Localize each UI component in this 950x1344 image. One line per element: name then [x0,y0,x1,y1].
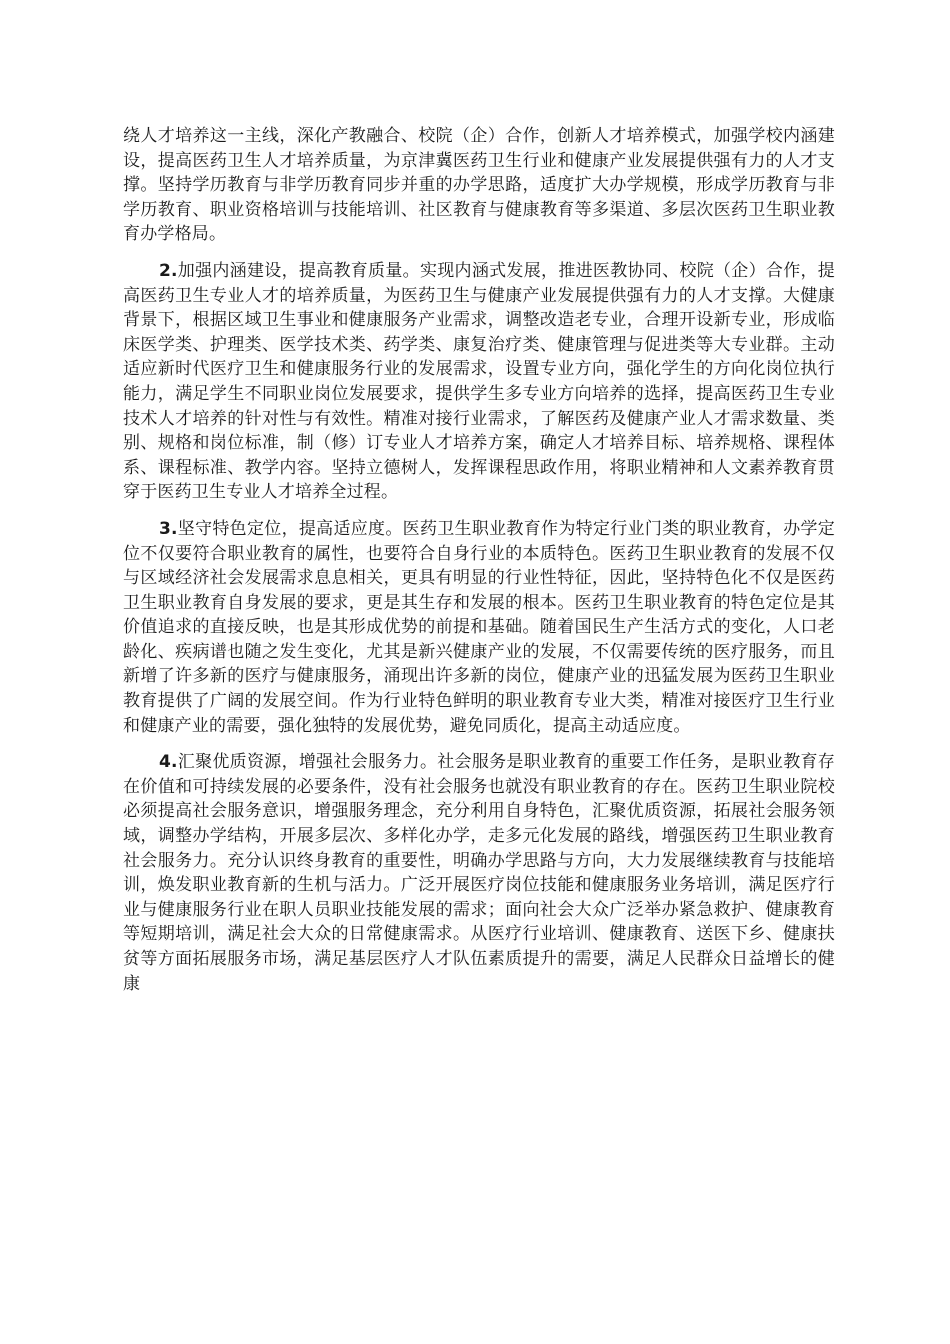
paragraph-continuation [123,124,835,247]
paragraph-number: 2. [159,260,178,281]
paragraph-text: 汇聚优质资源，增强社会服务力。社会服务是职业教育的重要工作任务，是职业教育存在价值和可持续发展的必要条件，没有社会服务也就没有职业教育的存在。医药卫生职业院校必须提高社会服务意识，增强服务理念，充分利用自身特色，汇聚优质资源，拓展社会服务领域，调整办学结构，开展多层次、多样化办学，走多元化发展的路线，增强医药卫生职业教育社会服务力。充分认识终身教育的重要性，明确办学思路与方向，大力发展继续教育与技能培训，焕发职业教育新的生机与活力。广泛开展医疗岗位技能和健康服务业务培训，满足医疗行业与健康服务行业在职人员职业技能发展的需求；面向社会大众广泛举办紧急救护、健康教育等短期培训，满足社会大众的日常健康需求。从医疗行业培训、健康教育、送医下乡、健康扶贫等方面拓展服务市场，满足基层医疗人才队伍素质提升的需要，满足人民群众日益增长的健康 [123,752,835,994]
paragraph-number: 4. [159,752,178,773]
paragraph-text: 坚守特色定位，提高适应度。医药卫生职业教育作为特定行业门类的职业教育，办学定位不仅要符合职业教育的属性，也要符合自身行业的本质特色。医药卫生职业教育的发展不仅与区域经济社会发展需求息息相关，更具有明显的行业性特征，因此，坚持特色化不仅是医药卫生职业教育自身发展的要求，更是其生存和发展的根本。医药卫生职业教育的特色定位是其价值追求的直接反映，也是其形成优势的前提和基础。随着国民生产生活方式的变化，人口老龄化、疾病谱也随之发生变化，尤其是新兴健康产业的发展，不仅需要传统的医疗服务，而且新增了许多新的医疗与健康服务，涌现出许多新的岗位，健康产业的迅猛发展为医药卫生职业教育提供了广阔的发展空间。作为行业特色鲜明的职业教育专业大类，精准对接医疗卫生行业和健康产业的需要，强化独特的发展优势，避免同质化，提高主动适应度。 [123,518,835,736]
paragraph-text: 加强内涵建设，提高教育质量。实现内涵式发展，推进医教协同、校院（企）合作，提高医药卫生专业人才的培养质量，为医药卫生与健康产业发展提供强有力的人才支撑。大健康背景下，根据区域卫生事业和健康服务产业需求，调整改造老专业，合理开设新专业，形成临床医学类、护理类、医学技术类、药学类、康复治疗类、健康管理与促进类等大专业群。主动适应新时代医疗卫生和健康服务行业的发展需求，设置专业方向，强化学生的方向化岗位执行能力，满足学生不同职业岗位发展要求，提供学生多专业方向培养的选择，提高医药卫生专业技术人才培养的针对性与有效性。精准对接行业需求，了解医药及健康产业人才需求数量、类别、规格和岗位标准，制（修）订专业人才培养方案，确定人才培养目标、培养规格、课程体系、课程标准、教学内容。坚持立德树人，发挥课程思政作用，将职业精神和人文素养教育贯穿于医药卫生专业人才培养全过程。 [123,260,835,503]
paragraph-2 [123,259,835,505]
paragraph-3 [123,517,835,738]
document-page [123,124,835,996]
paragraph-4 [123,750,835,996]
paragraph-text: 绕人才培养这一主线，深化产教融合、校院（企）合作，创新人才培养模式，加强学校内涵建设，提高医药卫生人才培养质量，为京津冀医药卫生行业和健康产业发展提供强有力的人才支撑。坚持学历教育与非学历教育同步并重的办学思路，适度扩大办学规模，形成学历教育与非学历教育、职业资格培训与技能培训、社区教育与健康教育等多渠道、多层次医药卫生职业教育办学格局。 [123,126,835,245]
paragraph-number: 3. [159,518,178,539]
